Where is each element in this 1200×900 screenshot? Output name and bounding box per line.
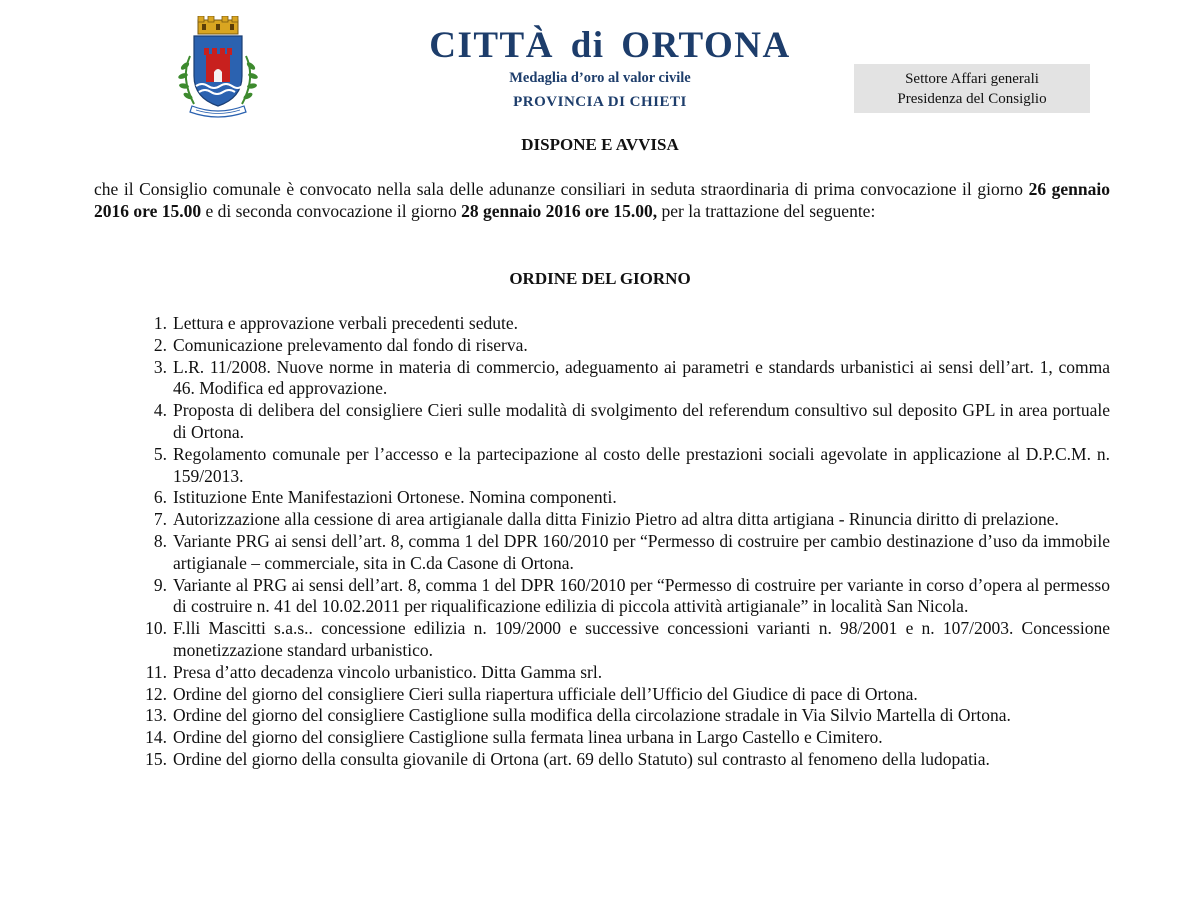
agenda-item-number: 13. (145, 705, 167, 726)
agenda-list (115, 313, 1110, 771)
agenda-item-text: Presa d’atto decadenza vincolo urbanistico. Ditta Gamma srl. (173, 661, 603, 682)
agenda-item-text: Ordine del giorno del consigliere Cieri sulla riapertura ufficiale dell’Ufficio del Giudice di pace di Ortona. (173, 683, 918, 704)
agenda-item-text: Ordine del giorno del consigliere Castiglione sulla fermata linea urbana in Largo Castello e Cimitero. (173, 727, 883, 748)
agenda-item-number: 11. (145, 661, 167, 682)
agenda-item (115, 335, 1110, 357)
agenda-item-text: Variante al PRG ai sensi dell’art. 8, comma 1 del DPR 160/2010 per “Permesso di costruire per variante in corso d’opera al permesso di costruire n. 41 del 10.02.2011 per riqualificazione edilizia di piccola attività artigianale” in località San Nicola. (173, 574, 1110, 617)
agenda-item-number: 10. (145, 618, 167, 639)
agenda-item-number: 5. (153, 443, 167, 464)
agenda-item-number: 9. (153, 574, 167, 595)
agenda-item-text: F.lli Mascitti s.a.s.. concessione edilizia n. 109/2000 e successive concessioni varianti n. 98/2001 e n. 107/2003. Concessione monetizzazione standard urbanistico. (173, 618, 1110, 660)
office-line-2: Presidenza del Consiglio (897, 91, 1047, 107)
agenda-item (115, 531, 1110, 575)
agenda-item-text: Istituzione Ente Manifestazioni Ortonese. Nomina componenti. (173, 487, 617, 508)
intro-text-2: e di seconda convocazione il giorno (201, 200, 462, 221)
agenda-item (115, 705, 1110, 727)
agenda-item (115, 727, 1110, 749)
agenda-item (115, 684, 1110, 706)
province-name: PROVINCIA DI CHIETI (513, 94, 687, 110)
city-title: CITTÀ di ORTONA (429, 25, 791, 66)
medal-subtitle: Medaglia d’oro al valor civile (509, 70, 691, 86)
agenda-item-number: 2. (153, 334, 167, 355)
agenda-item-number: 1. (153, 313, 167, 333)
agenda-item-text: Lettura e approvazione verbali precedenti sedute. (173, 313, 518, 333)
agenda-item-text: L.R. 11/2008. Nuove norme in materia di commercio, adeguamento ai parametri e standards urbanistici ai sensi dell’art. 1, comma 46. Modifica ed approvazione. (173, 356, 1110, 399)
dispone-heading: DISPONE E AVVISA (521, 135, 679, 154)
agenda-item-number: 7. (153, 509, 167, 530)
agenda-item-text: Ordine del giorno del consigliere Castiglione sulla modifica della circolazione stradale in Via Silvio Martella di Ortona. (173, 705, 1011, 726)
agenda-item-number: 8. (153, 530, 167, 551)
agenda-item-number: 12. (145, 683, 167, 704)
agenda-item-number: 3. (153, 356, 167, 377)
agenda-heading: ORDINE DEL GIORNO (509, 269, 691, 288)
second-convocation-date: 28 gennaio 2016 ore 15.00, (461, 200, 658, 221)
agenda-item-text: Proposta di delibera del consigliere Cieri sulle modalità di svolgimento del referendum consultivo sul deposito GPL in area portuale di Ortona. (173, 400, 1110, 442)
agenda-item (115, 662, 1110, 684)
intro-text-3: per la trattazione del seguente: (657, 200, 876, 221)
office-line-1: Settore Affari generali (905, 71, 1039, 87)
agenda-item-number: 6. (153, 487, 167, 508)
agenda-item-text: Autorizzazione alla cessione di area artigianale dalla ditta Finizio Pietro ad altra ditta artigiana - Rinuncia diritto di prelazione. (173, 509, 1059, 530)
agenda-item-text: Ordine del giorno della consulta giovanile di Ortona (art. 69 dello Statuto) sul contrasto al fenomeno della ludopatia. (173, 748, 990, 769)
agenda-item (115, 313, 1110, 335)
agenda-item (115, 444, 1110, 488)
agenda-item-number: 14. (145, 727, 167, 748)
agenda-item-number: 15. (145, 748, 167, 769)
agenda-item (115, 749, 1110, 771)
agenda-item (115, 400, 1110, 444)
agenda-item-number: 4. (153, 400, 167, 421)
agenda-item (115, 575, 1110, 619)
first-convocation-date: 26 gennaio 2016 ore 15.00 (94, 179, 1110, 221)
intro-text-1: che il Consiglio comunale è convocato nella sala delle adunanze consiliari in seduta straordinaria di prima convocazione il giorno (94, 179, 1029, 199)
agenda-item (115, 487, 1110, 509)
agenda-item (115, 618, 1110, 662)
agenda-item-text: Comunicazione prelevamento dal fondo di riserva. (173, 334, 528, 355)
ortona-coat-of-arms-icon (172, 16, 264, 128)
agenda-item-text: Regolamento comunale per l’accesso e la partecipazione al costo delle prestazioni sociali agevolate in applicazione al D.P.C.M. n. 159/2013. (173, 443, 1110, 486)
agenda-item-text: Variante PRG ai sensi dell’art. 8, comma 1 del DPR 160/2010 per “Permesso di costruire per cambio destinazione d’uso da immobile artigianale – commerciale, sita in C.da Casone di Ortona. (173, 530, 1110, 573)
convocation-paragraph (94, 179, 1110, 222)
office-box (854, 64, 1090, 113)
agenda-item (115, 509, 1110, 531)
agenda-item (115, 357, 1110, 401)
